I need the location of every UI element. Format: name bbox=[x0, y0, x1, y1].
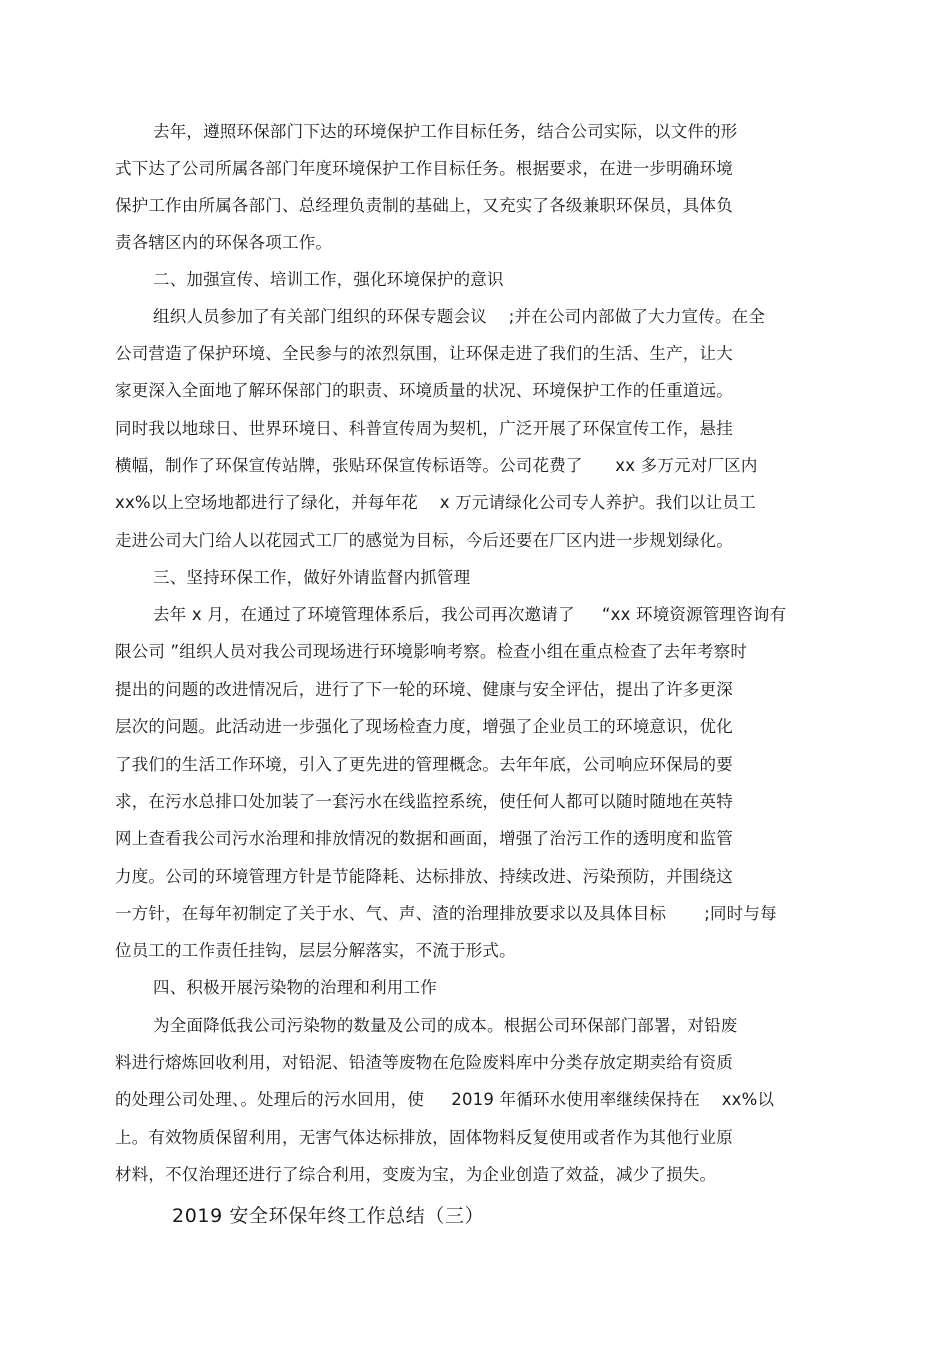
paragraph-line: 材料，不仅治理还进行了综合利用，变废为宝，为企业创造了效益，减少了损失。 bbox=[115, 1165, 717, 1184]
paragraph-line: 提出的问题的改进情况后，进行了下一轮的环境、健康与安全评估，提出了许多更深 bbox=[115, 680, 733, 699]
paragraph-line: 去年 x 月，在通过了环境管理体系后，我公司再次邀请了 “xx 环境资源管理咨询有 bbox=[153, 605, 787, 624]
paragraph-line: 求，在污水总排口处加装了一套污水在线监控系统，使任何人都可以随时随地在英特 bbox=[115, 792, 733, 811]
paragraph-line: 保护工作由所属各部门、总经理负责制的基础上，又充实了各级兼职环保员，具体负 bbox=[115, 196, 733, 215]
paragraph-line: 式下达了公司所属各部门年度环境保护工作目标任务。根据要求，在进一步明确环境 bbox=[115, 159, 733, 178]
paragraph-line: 家更深入全面地了解环保部门的职责、环境质量的状况、环境保护工作的任重道远。 bbox=[115, 381, 733, 400]
paragraph-line: 位员工的工作责任挂钩，层层分解落实，不流于形式。 bbox=[115, 941, 516, 960]
paragraph-line: 上。有效物质保留利用，无害气体达标排放，固体物料反复使用或者作为其他行业原 bbox=[115, 1128, 733, 1147]
paragraph-line: 的处理公司处理、。处理后的污水回用，使 2019 年循环水使用率继续保持在 xx%以 bbox=[115, 1090, 775, 1109]
document-title: 2019 安全环保年终工作总结（三） bbox=[172, 1205, 485, 1227]
section-heading: 四、积极开展污染物的治理和利用工作 bbox=[153, 978, 437, 997]
paragraph-line: xx%以上空场地都进行了绿化，并每年花 x 万元请绿化公司专人养护。我们以让员工 bbox=[115, 493, 756, 512]
section-heading: 二、加强宣传、培训工作，强化环境保护的意识 bbox=[153, 270, 504, 289]
paragraph-line: 责各辖区内的环保各项工作。 bbox=[115, 233, 333, 252]
paragraph-line: 网上查看我公司污水治理和排放情况的数据和画面，增强了治污工作的透明度和监管 bbox=[115, 829, 733, 848]
paragraph-line: 去年，遵照环保部门下达的环境保护工作目标任务，结合公司实际，以文件的形 bbox=[153, 122, 738, 141]
paragraph-line: 了我们的生活工作环境，引入了更先进的管理概念。去年年底，公司响应环保局的要 bbox=[115, 755, 733, 774]
paragraph-line: 公司营造了保护环境、全民参与的浓烈氛围，让环保走进了我们的生活、生产，让大 bbox=[115, 344, 733, 363]
paragraph-line: 横幅，制作了环保宣传站牌，张贴环保宣传标语等。公司花费了 xx 多万元对厂区内 bbox=[115, 456, 758, 475]
paragraph-line: 为全面降低我公司污染物的数量及公司的成本。根据公司环保部门部署，对铅废 bbox=[153, 1016, 738, 1035]
paragraph-line: 层次的问题。此活动进一步强化了现场检查力度，增强了企业员工的环境意识，优化 bbox=[115, 717, 733, 736]
section-heading: 三、坚持环保工作，做好外请监督内抓管理 bbox=[153, 568, 471, 587]
paragraph-line: 一方针，在每年初制定了关于水、气、声、渣的治理排放要求以及具体目标 ;同时与每 bbox=[115, 904, 777, 923]
paragraph-line: 组织人员参加了有关部门组织的环保专题会议 ;并在公司内部做了大力宣传。在全 bbox=[153, 307, 766, 326]
paragraph-line: 料进行熔炼回收利用，对铅泥、铅渣等废物在危险废料库中分类存放定期卖给有资质 bbox=[115, 1053, 733, 1072]
paragraph-line: 限公司 ”组织人员对我公司现场进行环境影响考察。检查小组在重点检查了去年考察时 bbox=[115, 642, 748, 661]
paragraph-line: 力度。公司的环境管理方针是节能降耗、达标排放、持续改进、污染预防，并围绕这 bbox=[115, 867, 733, 886]
paragraph-line: 走进公司大门给人以花园式工厂的感觉为目标，今后还要在厂区内进一步规划绿化。 bbox=[115, 531, 733, 550]
paragraph-line: 同时我以地球日、世界环境日、科普宣传周为契机，广泛开展了环保宣传工作，悬挂 bbox=[115, 419, 733, 438]
